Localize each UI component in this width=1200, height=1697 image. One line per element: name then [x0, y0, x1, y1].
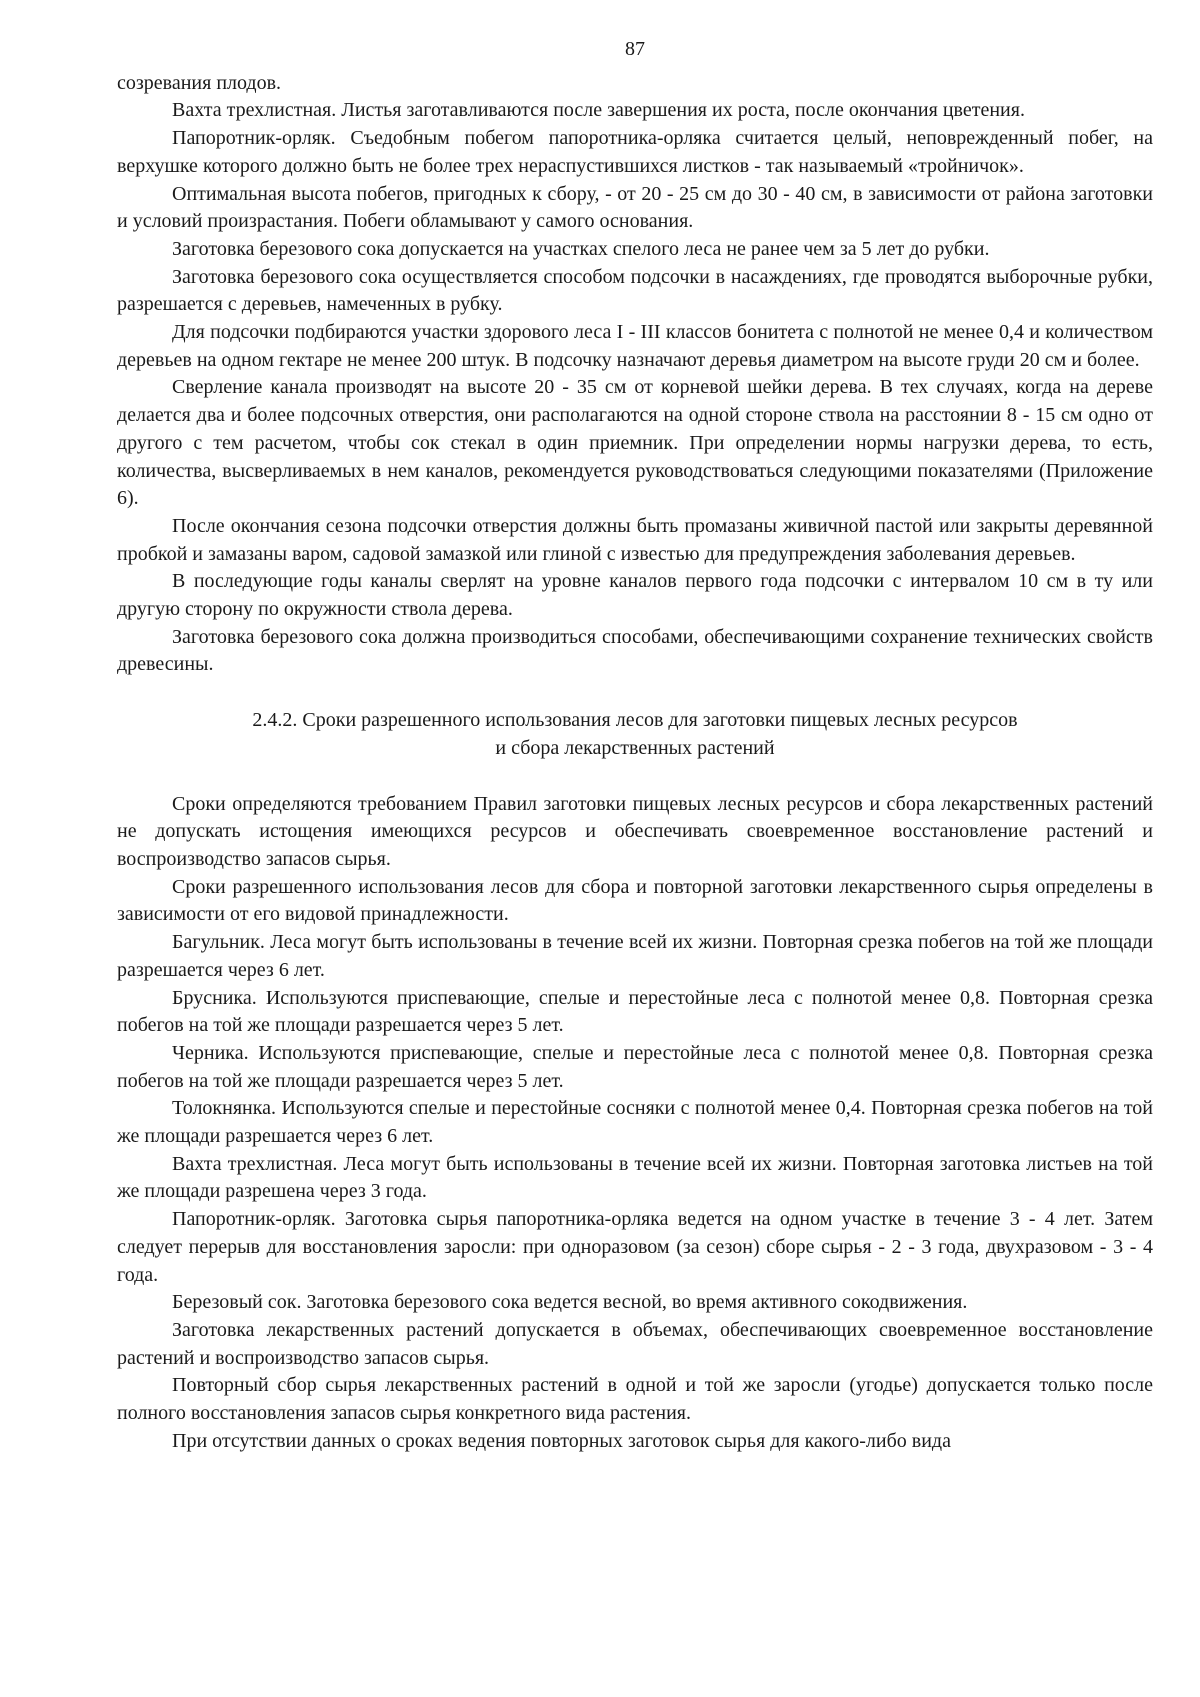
paragraph: Папоротник-орляк. Съедобным побегом папоротника-орляка считается целый, неповрежденный побег, на верхушке которого должно быть не более трех нераспустившихся листков - так называемый «тройничок». — [117, 127, 1153, 177]
paragraph: созревания плодов. — [117, 71, 282, 94]
paragraph: Для подсочки подбираются участки здорового леса I - III классов бонитета с полнотой не менее 0,4 и количеством деревьев на одном гектаре не менее 200 штук. В подсочку назначают деревья диаметром на высоте груди 20 см и более. — [117, 321, 1153, 371]
paragraph: В последующие годы каналы сверлят на уровне каналов первого года подсочки с интервалом 10 см в ту или другую сторону по окружности ствола дерева. — [117, 570, 1153, 621]
paragraph: Березовый сок. Заготовка березового сока ведется весной, во время активного сокодвижения. — [172, 1291, 968, 1314]
paragraph: Вахта трехлистная. Листья заготавливаются после завершения их роста, после окончания цветения. — [172, 99, 1025, 122]
paragraph: Брусника. Используются приспевающие, спелые и перестойные леса с полнотой менее 0,8. Повторная срезка побегов на той же площади разрешается через 5 лет. — [117, 986, 1153, 1037]
paragraph: Заготовка березового сока должна производиться способами, обеспечивающими сохранение технических свойств древесины. — [117, 625, 1153, 676]
paragraph: Оптимальная высота побегов, пригодных к сбору, - от 20 - 25 см до 30 - 40 см, в зависимости от района заготовки и условий произрастания. Побеги обламывают у самого основания. — [117, 182, 1153, 233]
paragraph: Багульник. Леса могут быть использованы в течение всей их жизни. Повторная срезка побегов на той же площади разрешается через 6 лет. — [117, 931, 1153, 981]
paragraph: Сроки разрешенного использования лесов для сбора и повторной заготовки лекарственного сырья определены в зависимости от его видовой принадлежности. — [117, 875, 1153, 926]
document-page — [117, 36, 1153, 1455]
paragraph: При отсутствии данных о сроках ведения повторных заготовок сырья для какого-либо вида — [172, 1429, 951, 1452]
paragraph: Вахта трехлистная. Леса могут быть использованы в течение всей их жизни. Повторная заготовка листьев на той же площади разрешена через 3 года. — [117, 1152, 1153, 1203]
section-heading — [117, 707, 1153, 762]
page-number: 87 — [625, 38, 645, 60]
paragraph: Толокнянка. Используются спелые и перестойные сосняки с полнотой менее 0,4. Повторная срезка побегов на той же площади разрешается через 6 лет. — [117, 1097, 1153, 1148]
paragraph: Сверление канала производят на высоте 20 - 35 см от корневой шейки дерева. В тех случаях, когда на дереве делается два и более подсочных отверстия, они располагаются на одной стороне ствола на расстоянии 8 - 15 см одно от другого с тем расчетом, чтобы сок стекал в один приемник. При определении нормы нагрузки дерева, то есть, количества, высверливаемых в нем каналов, рекомендуется руководствоваться следующими показателями (Приложение 6). — [117, 376, 1153, 510]
paragraph: После окончания сезона подсочки отверстия должны быть промазаны живичной пастой или закрыты деревянной пробкой и замазаны варом, садовой замазкой или глиной с известью для предупреждения заболевания деревьев. — [117, 514, 1153, 565]
paragraph: Повторный сбор сырья лекарственных растений в одной и той же заросли (угодье) допускается только после полного восстановления запасов сырья конкретного вида растения. — [117, 1374, 1153, 1425]
section-heading-line-2: и сбора лекарственных растений — [495, 736, 775, 759]
paragraph: Заготовка лекарственных растений допускается в объемах, обеспечивающих своевременное восстановление растений и воспроизводство запасов сырья. — [117, 1318, 1153, 1369]
paragraph: Заготовка березового сока допускается на участках спелого леса не ранее чем за 5 лет до рубки. — [172, 237, 990, 260]
paragraph: Сроки определяются требованием Правил заготовки пищевых лесных ресурсов и сбора лекарственных растений не допускать истощения имеющихся ресурсов и обеспечивать своевременное восстановление растений и воспроизводство запасов сырья. — [117, 792, 1153, 870]
paragraph: Заготовка березового сока осуществляется способом подсочки в насаждениях, где проводятся выборочные рубки, разрешается с деревьев, намеченных в рубку. — [117, 265, 1153, 316]
paragraph: Черника. Используются приспевающие, спелые и перестойные леса с полнотой менее 0,8. Повторная срезка побегов на той же площади разрешается через 5 лет. — [117, 1041, 1153, 1092]
section-heading-line-1: 2.4.2. Сроки разрешенного использования лесов для заготовки пищевых лесных ресурсов — [252, 709, 1018, 732]
paragraph: Папоротник-орляк. Заготовка сырья папоротника-орляка ведется на одном участке в течение 3 - 4 лет. Затем следует перерыв для восстановления заросли: при одноразовом (за сезон) сборе сырья - 2 - 3 года, двухразовом - 3 - 4 года. — [117, 1208, 1153, 1286]
